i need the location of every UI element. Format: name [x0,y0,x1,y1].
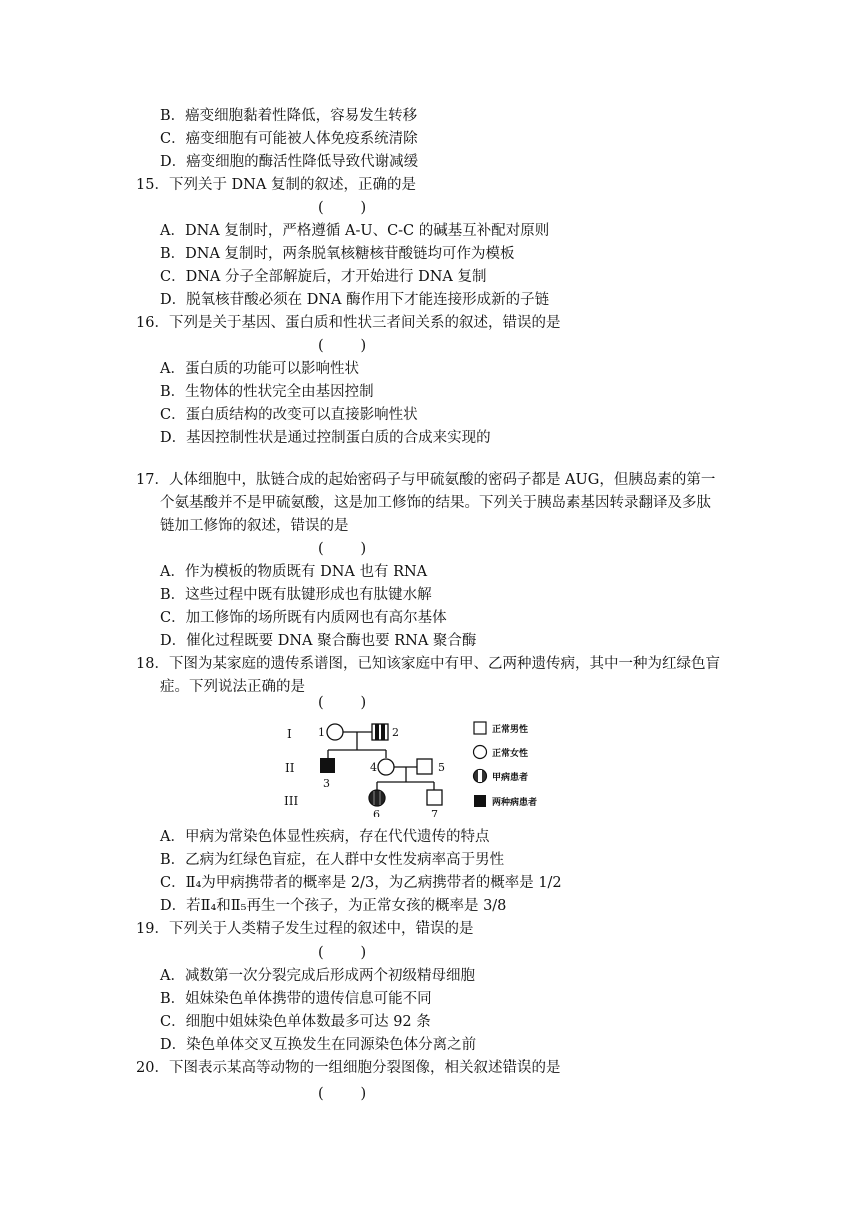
label-2: 2 [392,726,399,739]
q17-stem-line1: 17．人体细胞中，肽链合成的起始密码子与甲硫氨酸的密码子都是 AUG，但胰岛素的第一 [136,472,716,488]
q19-option-c: C．细胞中姐妹染色单体数最多可达 92 条 [160,1014,431,1030]
individual-7-normal-male [427,790,442,805]
q19-option-a: A．减数第一次分裂完成后形成两个初级精母细胞 [160,968,475,984]
individual-4-normal-female [378,759,394,775]
label-6: 6 [373,808,380,817]
q18-stem-line1: 18．下图为某家庭的遗传系谱图，已知该家庭中有甲、乙两种遗传病，其中一种为红绿色盲 [136,656,720,672]
q17-option-b: B．这些过程中既有肽键形成也有肽键水解 [160,587,432,603]
q15-option-c: C．DNA 分子全部解旋后，才开始进行 DNA 复制 [160,269,487,285]
q20-answer-paren: ( ) [318,1086,367,1102]
label-5: 5 [438,761,445,774]
q19-emphasis-1: 错 [415,921,430,937]
individual-6-jia-female [369,790,385,806]
q15-stem: 15．下列关于 DNA 复制的叙述，正确的是 [136,177,416,193]
q15-option-b: B．DNA 复制时，两条脱氧核糖核苷酸链均可作为模板 [160,246,515,262]
q17-option-d: D．催化过程既要 DNA 聚合酶也要 RNA 聚合酶 [160,633,477,649]
q16-stem: 16．下列是关于基因、蛋白质和性状三者间关系的叙述，错误的是 [136,315,561,331]
q16-answer-paren: ( ) [318,338,367,354]
q19-emphasis-2: 误 [429,921,445,937]
legend-both-icon [474,795,486,807]
q18-option-b: B．乙病为红绿色盲症，在人群中女性发病率高于男性 [160,852,505,868]
individual-2-jia-male [372,724,388,740]
q20-emphasis-1: 错 [502,1060,517,1076]
q16-option-b: B．生物体的性状完全由基因控制 [160,384,374,400]
q18-stem-line2: 症。下列说法正确的是 [160,679,305,695]
q19-answer-paren: ( ) [318,945,367,961]
generation-label-2: II [285,761,295,775]
individual-3-both-male [320,758,335,773]
label-4: 4 [370,761,377,774]
q15-option-a: A．DNA 复制时，严格遵循 A-U、C-C 的碱基互补配对原则 [160,223,550,239]
q16-option-a: A．蛋白质的功能可以影响性状 [160,361,359,377]
q18-option-c: C．Ⅱ₄为甲病携带者的概率是 2/3，为乙病携带者的概率是 1/2 [160,875,562,891]
q17-option-a: A．作为模板的物质既有 DNA 也有 RNA [160,564,428,580]
q15-option-d: D．脱氧核苷酸必须在 DNA 酶作用下才能连接形成新的子链 [160,292,550,308]
q18-answer-paren: ( ) [318,695,367,711]
legend-both-label: 两种病患者 [492,798,538,808]
q15-answer-paren: ( ) [318,200,367,216]
q19-option-b: B．姐妹染色单体携带的遗传信息可能不同 [160,991,432,1007]
individual-1-normal-female [327,724,343,740]
q17-stem-line2: 个氨基酸并不是甲硫氨酸，这是加工修饰的结果。下列关于胰岛素基因转录翻译及多肽 [160,495,711,511]
q14-option-b: B．癌变细胞黏着性降低，容易发生转移 [160,108,418,124]
q19-stem: 19．下列关于人类精子发生过程的叙述中，错误的是 [136,921,474,937]
legend-normal-female-icon [474,746,487,759]
q18-option-a: A．甲病为常染色体显性疾病，存在代代遗传的特点 [160,829,490,845]
q16-option-d: D．基因控制性状是通过控制蛋白质的合成来实现的 [160,430,491,446]
individual-5-normal-male [417,759,432,774]
legend-jia-icon [474,770,487,783]
label-1: 1 [318,726,325,739]
q17-answer-paren: ( ) [318,541,367,557]
legend-normal-female-label: 正常女性 [492,749,529,759]
q20-emphasis-2: 误 [516,1060,532,1076]
label-7: 7 [431,808,438,817]
generation-label-3: III [284,794,299,808]
pedigree-chart [282,712,572,817]
legend-jia-label: 甲病患者 [492,773,529,783]
q19-option-d: D．染色单体交叉互换发生在同源染色体分离之前 [160,1037,477,1053]
q18-option-d: D．若Ⅱ₄和Ⅱ₅再生一个孩子，为正常女孩的概率是 3/8 [160,898,507,914]
q17-stem-line3: 链加工修饰的叙述，错误的是 [160,518,349,534]
legend-normal-male-icon [474,722,486,734]
q17-option-c: C．加工修饰的场所既有内质网也有高尔基体 [160,610,447,626]
legend-normal-male-label: 正常男性 [492,725,529,735]
q16-option-c: C．蛋白质结构的改变可以直接影响性状 [160,407,418,423]
generation-label-1: I [287,727,292,741]
q14-option-d: D．癌变细胞的酶活性降低导致代谢减缓 [160,154,419,170]
label-3: 3 [323,777,330,790]
q20-stem: 20．下图表示某高等动物的一组细胞分裂图像，相关叙述错误的是 [136,1060,561,1076]
q14-option-c: C．癌变细胞有可能被人体免疫系统清除 [160,131,418,147]
